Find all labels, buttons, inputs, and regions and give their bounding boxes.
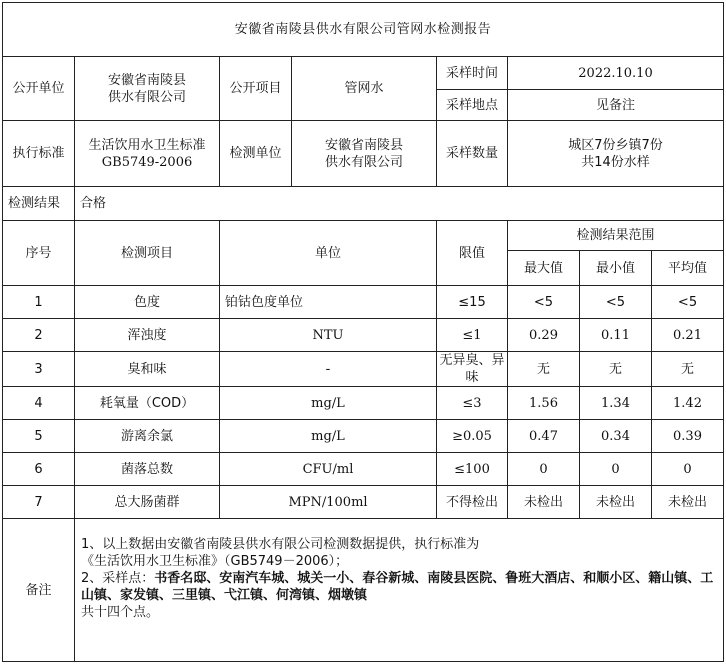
row-min: 无 bbox=[580, 352, 652, 387]
row-max: 0 bbox=[508, 453, 580, 486]
row-unit: NTU bbox=[220, 319, 437, 352]
header-max: 最大值 bbox=[508, 251, 580, 286]
sample-count-label: 采样数量 bbox=[437, 121, 508, 187]
row-no: 2 bbox=[3, 319, 75, 352]
header-limit: 限值 bbox=[437, 221, 508, 286]
header-no: 序号 bbox=[3, 221, 75, 286]
header-min: 最小值 bbox=[580, 251, 652, 286]
row-min: 1.34 bbox=[580, 387, 652, 420]
row-limit: 不得检出 bbox=[437, 486, 508, 519]
row-max: 0.29 bbox=[508, 319, 580, 352]
row-unit: CFU/ml bbox=[220, 453, 437, 486]
report-table bbox=[2, 2, 724, 662]
lab-value: 安徽省南陵县 供水有限公司 bbox=[292, 121, 437, 187]
row-item: 臭和味 bbox=[75, 352, 220, 387]
row-min: <5 bbox=[580, 286, 652, 319]
table-row bbox=[3, 420, 724, 453]
report-title: 安徽省南陵县供水有限公司管网水检测报告 bbox=[3, 3, 724, 57]
row-unit: - bbox=[220, 352, 437, 387]
row-limit: ≤100 bbox=[437, 453, 508, 486]
row-max: 1.56 bbox=[508, 387, 580, 420]
notes-sites: 书香名邸、安南汽车城、城关一小、春谷新城、南陵县医院、鲁班大酒店、和顺小区、籍山镇、工山镇、家发镇、三里镇、弋江镇、何湾镇、烟墩镇 bbox=[81, 571, 714, 603]
standard-label: 执行标准 bbox=[3, 121, 75, 187]
row-unit: MPN/100ml bbox=[220, 486, 437, 519]
row-min: 0.34 bbox=[580, 420, 652, 453]
row-item: 浑浊度 bbox=[75, 319, 220, 352]
row-min: 未检出 bbox=[580, 486, 652, 519]
row-min: 0 bbox=[580, 453, 652, 486]
table-row bbox=[3, 286, 724, 319]
notes-line-2: 2、采样点：书香名邸、安南汽车城、城关一小、春谷新城、南陵县医院、鲁班大酒店、和顺小区、籍山镇、工山镇、家发镇、三里镇、弋江镇、何湾镇、烟墩镇 bbox=[81, 571, 714, 603]
row-limit: ≥0.05 bbox=[437, 420, 508, 453]
notes-content bbox=[75, 519, 724, 662]
sample-count-value: 城区7份乡镇7份 共14份水样 bbox=[508, 121, 724, 187]
table-row bbox=[3, 486, 724, 519]
table-row bbox=[3, 387, 724, 420]
row-item: 总大肠菌群 bbox=[75, 486, 220, 519]
row-no: 1 bbox=[3, 286, 75, 319]
row-avg: 未检出 bbox=[652, 486, 724, 519]
sample-time-value: 2022.10.10 bbox=[508, 57, 724, 90]
notes-line-1b: 《生活饮用水卫生标准》（GB5749－2006）； bbox=[81, 554, 349, 569]
row-item: 菌落总数 bbox=[75, 453, 220, 486]
row-no: 6 bbox=[3, 453, 75, 486]
header-item: 检测项目 bbox=[75, 221, 220, 286]
lab-label: 检测单位 bbox=[220, 121, 292, 187]
table-row bbox=[3, 352, 724, 387]
row-max: 无 bbox=[508, 352, 580, 387]
publisher-label: 公开单位 bbox=[3, 57, 75, 121]
notes-line-1a: 1、以上数据由安徽省南陵县供水有限公司检测数据提供，执行标准为 bbox=[81, 537, 480, 552]
row-unit: mg/L bbox=[220, 387, 437, 420]
item-label: 公开项目 bbox=[220, 57, 292, 121]
row-limit: 无异臭、异味 bbox=[437, 352, 508, 387]
row-limit: ≤3 bbox=[437, 387, 508, 420]
row-limit: ≤1 bbox=[437, 319, 508, 352]
sample-site-value: 见备注 bbox=[508, 90, 724, 121]
header-avg: 平均值 bbox=[652, 251, 724, 286]
row-item: 耗氧量（COD） bbox=[75, 387, 220, 420]
row-avg: 0.21 bbox=[652, 319, 724, 352]
sample-site-label: 采样地点 bbox=[437, 90, 508, 121]
row-avg: 1.42 bbox=[652, 387, 724, 420]
header-range: 检测结果范围 bbox=[508, 221, 724, 251]
row-avg: 0 bbox=[652, 453, 724, 486]
item-value: 管网水 bbox=[292, 57, 437, 121]
table-row bbox=[3, 453, 724, 486]
row-max: 未检出 bbox=[508, 486, 580, 519]
notes-label: 备注 bbox=[3, 519, 75, 662]
result-value: 合格 bbox=[75, 187, 724, 221]
row-avg: 无 bbox=[652, 352, 724, 387]
row-item: 游离余氯 bbox=[75, 420, 220, 453]
row-max: 0.47 bbox=[508, 420, 580, 453]
publisher-value: 安徽省南陵县 供水有限公司 bbox=[75, 57, 220, 121]
row-unit: 铂钴色度单位 bbox=[220, 286, 437, 319]
row-limit: ≤15 bbox=[437, 286, 508, 319]
sample-time-label: 采样时间 bbox=[437, 57, 508, 90]
row-no: 7 bbox=[3, 486, 75, 519]
result-label: 检测结果 bbox=[3, 187, 75, 221]
header-unit: 单位 bbox=[220, 221, 437, 286]
row-no: 5 bbox=[3, 420, 75, 453]
row-min: 0.11 bbox=[580, 319, 652, 352]
standard-value: 生活饮用水卫生标准 GB5749-2006 bbox=[75, 121, 220, 187]
row-avg: 0.39 bbox=[652, 420, 724, 453]
row-item: 色度 bbox=[75, 286, 220, 319]
row-max: <5 bbox=[508, 286, 580, 319]
row-unit: mg/L bbox=[220, 420, 437, 453]
table-row bbox=[3, 319, 724, 352]
notes-line-3: 共十四个点。 bbox=[81, 605, 160, 620]
row-no: 4 bbox=[3, 387, 75, 420]
row-no: 3 bbox=[3, 352, 75, 387]
row-avg: <5 bbox=[652, 286, 724, 319]
